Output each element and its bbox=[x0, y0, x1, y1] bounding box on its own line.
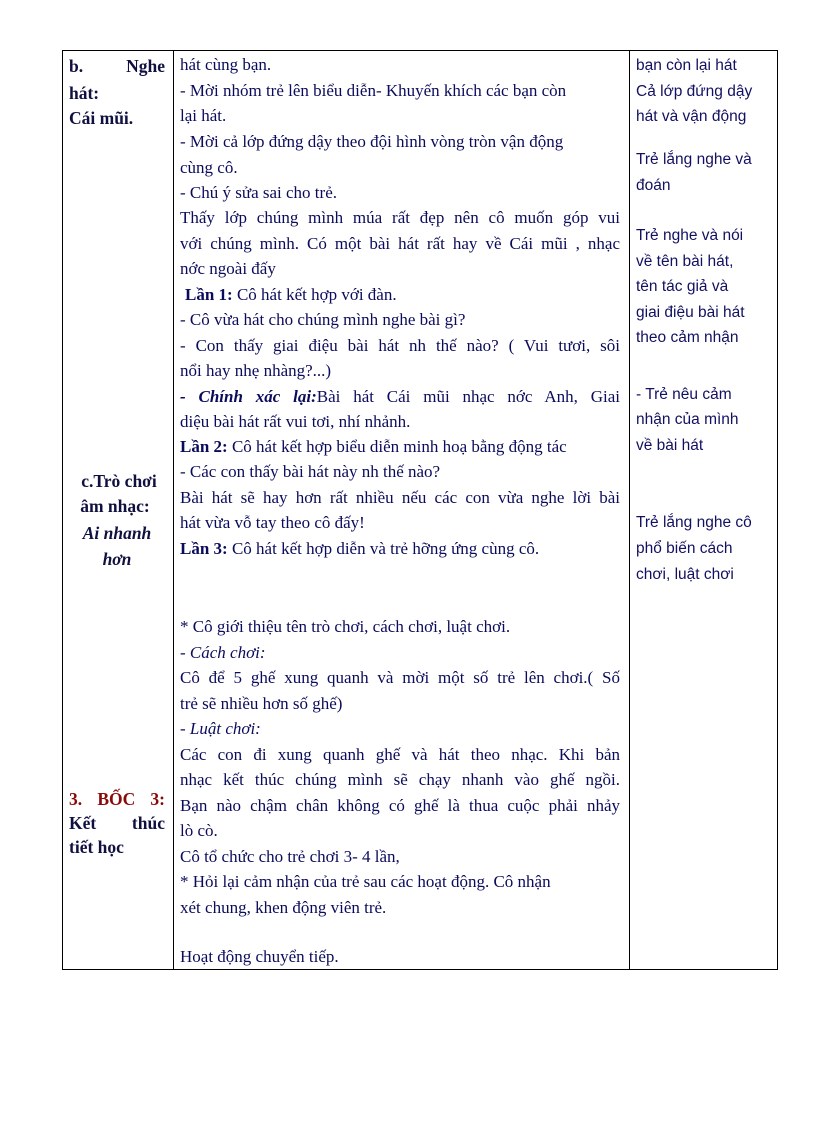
confirm-label: - Chính xác lại: bbox=[180, 387, 317, 406]
children-line: về tên bài hát, bbox=[636, 253, 734, 270]
activity-line: hát cùng bạn. bbox=[180, 55, 272, 74]
children-line: chơi, luật chơi bbox=[636, 566, 734, 583]
section-c-heading-line4: hơn bbox=[102, 549, 132, 569]
lesson-plan-table bbox=[62, 50, 778, 970]
activity-line: với chúng mình. Có một bài hát rất hay về Cái mũi , nhạc bbox=[180, 234, 620, 253]
activity-line: - Cách chơi: bbox=[180, 643, 266, 662]
activity-line: Thấy lớp chúng mình múa rất đẹp nên cô muốn góp vui bbox=[180, 208, 620, 227]
activity-line: trẻ sẽ nhiều hơn số ghế) bbox=[180, 694, 343, 713]
activity-line: Lần 3: Cô hát kết hợp diễn và trẻ hỡng ứng cùng cô. bbox=[180, 539, 540, 558]
column-divider-1 bbox=[173, 51, 174, 969]
children-line: về bài hát bbox=[636, 437, 704, 454]
children-line: Trẻ lắng nghe cô bbox=[636, 514, 752, 531]
activity-line: nhạc kết thúc chúng mình sẽ chạy nhanh vào ghế ngồi. bbox=[180, 770, 620, 789]
activity-line: - Cô vừa hát cho chúng mình nghe bài gì? bbox=[180, 310, 466, 329]
section-3-heading-line2: Kết thúc bbox=[69, 813, 165, 833]
section-b-heading-line3: Cái mũi. bbox=[69, 108, 134, 128]
activity-line: Lần 2: Cô hát kết hợp biểu diễn minh hoạ bằng động tác bbox=[180, 437, 567, 456]
repeat-label: Lần 2: bbox=[180, 437, 228, 456]
children-line: Trẻ nghe và nói bbox=[636, 227, 744, 244]
children-line: đoán bbox=[636, 177, 671, 194]
activity-line: lại hát. bbox=[180, 106, 227, 125]
activity-line: Bạn nào chậm chân không có ghế là thua cuộc phải nhảy bbox=[180, 796, 620, 815]
children-line: hát và vận động bbox=[636, 108, 747, 125]
section-c-heading-line1: c.Trò chơi bbox=[81, 471, 157, 491]
children-line: giai điệu bài hát bbox=[636, 304, 745, 321]
section-3-heading-line1: 3. BỐC 3: bbox=[69, 789, 165, 809]
activity-line: Bài hát sẽ hay hơn rất nhiều nếu các con vừa nghe lời bài bbox=[180, 488, 620, 507]
activity-line: Lần 1: Cô hát kết hợp với đàn. bbox=[185, 285, 397, 304]
section-b-heading-line1: b. Nghe bbox=[69, 56, 165, 76]
activity-line: - Mời nhóm trẻ lên biểu diễn- Khuyến khích các bạn còn bbox=[180, 81, 567, 100]
section-b-heading-line2: hát: bbox=[69, 83, 100, 103]
children-line: phổ biến cách bbox=[636, 540, 733, 557]
activity-line: Cô tổ chức cho trẻ chơi 3- 4 lần, bbox=[180, 847, 400, 866]
activity-line: Các con đi xung quanh ghế và hát theo nhạc. Khi bản bbox=[180, 745, 620, 764]
activity-line: - Mời cả lớp đứng dậy theo đội hình vòng tròn vận động bbox=[180, 132, 564, 151]
activity-line: Hoạt động chuyển tiếp. bbox=[180, 947, 339, 966]
activity-line: nớc ngoài đấy bbox=[180, 259, 276, 278]
children-line: nhận của mình bbox=[636, 411, 739, 428]
children-line: theo cảm nhận bbox=[636, 329, 739, 346]
activity-line: diệu bài hát rất vui tơi, nhí nhảnh. bbox=[180, 412, 411, 431]
children-line: Trẻ lắng nghe và bbox=[636, 151, 752, 168]
activity-line: Cô để 5 ghế xung quanh và mời một số trẻ lên chơi.( Số bbox=[180, 668, 620, 687]
children-line: Cả lớp đứng dậy bbox=[636, 83, 753, 100]
activity-line: - Chú ý sửa sai cho trẻ. bbox=[180, 183, 337, 202]
activity-line: * Hỏi lại cảm nhận của trẻ sau các hoạt động. Cô nhận bbox=[180, 872, 551, 891]
section-3-heading-line3: tiết học bbox=[69, 837, 124, 857]
section-c-heading-line2: âm nhạc: bbox=[80, 496, 150, 516]
section-c-heading-line3: Ai nhanh bbox=[82, 523, 152, 543]
activity-line: * Cô giới thiệu tên trò chơi, cách chơi, luật chơi. bbox=[180, 617, 511, 636]
children-line: - Trẻ nêu cảm bbox=[636, 386, 732, 403]
activity-line: lò cò. bbox=[180, 821, 218, 840]
children-line: bạn còn lại hát bbox=[636, 57, 737, 74]
column-divider-2 bbox=[629, 51, 630, 969]
activity-line: - Luật chơi: bbox=[180, 719, 261, 738]
activity-line: - Con thấy giai điệu bài hát nh thế nào? ( Vui tươi, sôi bbox=[180, 336, 620, 355]
activity-line: - Các con thấy bài hát này nh thế nào? bbox=[180, 462, 441, 481]
repeat-label: Lần 1: bbox=[185, 285, 233, 304]
activity-line: - Chính xác lại:Bài hát Cái mũi nhạc nớc Anh, Giai bbox=[180, 387, 620, 406]
activity-line: nổi hay nhẹ nhàng?...) bbox=[180, 361, 332, 380]
children-line: tên tác giả và bbox=[636, 278, 729, 295]
repeat-label: Lần 3: bbox=[180, 539, 228, 558]
activity-line: xét chung, khen động viên trẻ. bbox=[180, 898, 387, 917]
activity-line: cùng cô. bbox=[180, 158, 238, 177]
activity-line: hát vừa vỗ tay theo cô đấy! bbox=[180, 513, 365, 532]
